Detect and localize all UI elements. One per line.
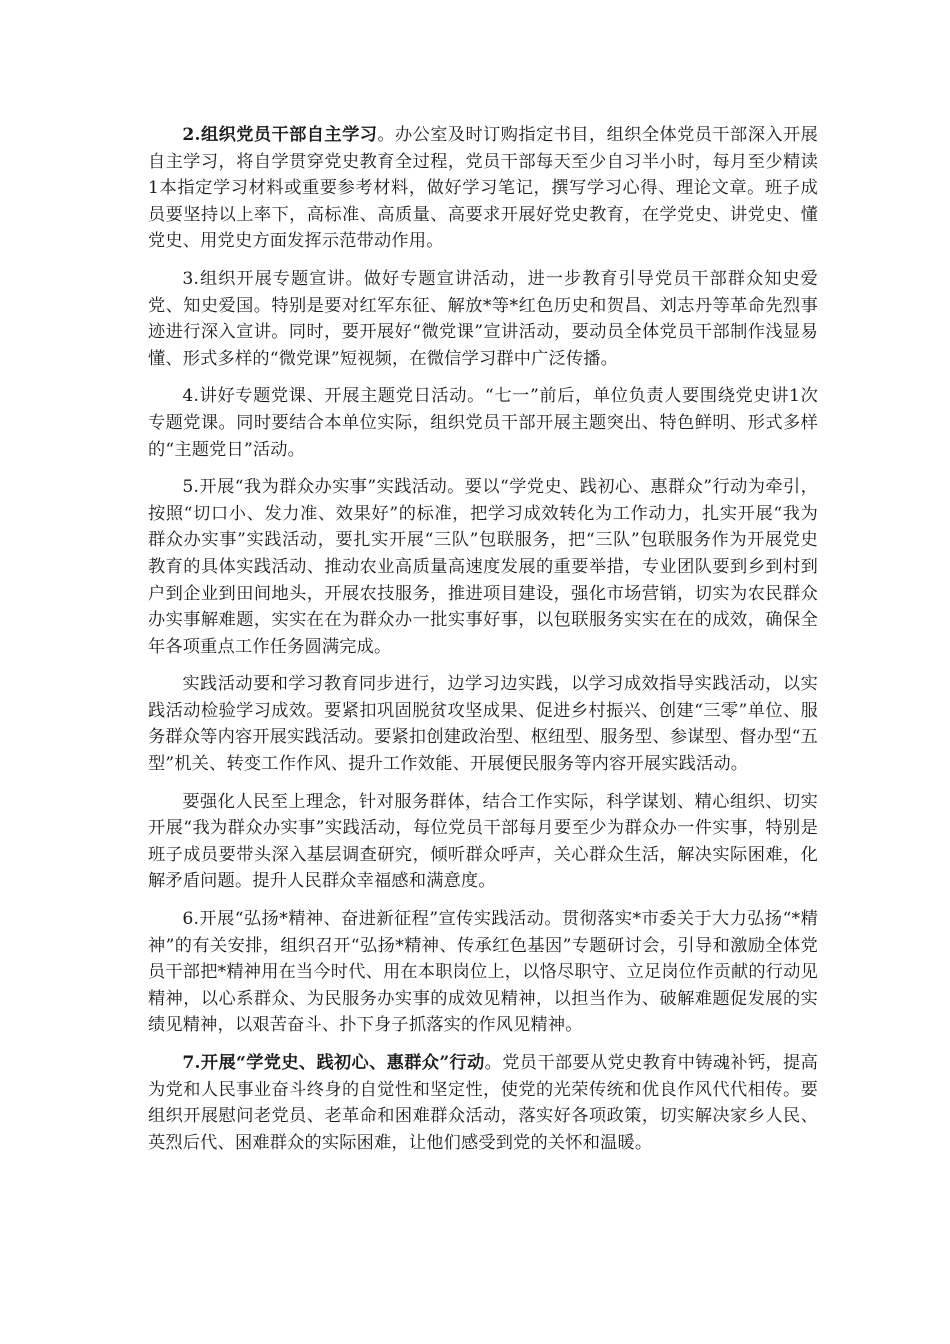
paragraph-item-5 (148, 474, 818, 660)
paragraph-heading: 6.开展“弘扬*精神、奋进新征程”宣传实践活动 (182, 909, 545, 930)
paragraph-text: 。办公室及时订购指定书目，组织全体党员干部深入开展自主学习，将自学贯穿党史教育全过程，党员干部每天至少自习半小时，每月至少精读1本指定学习材料或重要参考材料，做好学习笔记，撰写学习心得、理论文章。班子成员要坚持以上率下，高标准、高质量、高要求开展好党史教育，在学党史、讲党史、懂党史、用党史方面发挥示范带动作用。 (148, 125, 818, 252)
paragraph-heading: 5.开展“我为群众办实事”实践活动 (182, 477, 448, 498)
paragraph-heading: 3.组织开展专题宣讲 (182, 268, 346, 289)
paragraph-item-6 (148, 906, 818, 1039)
paragraph-text: 。要以“学党史、践初心、惠群众”行动为牵引，按照“切口小、发力准、效果好”的标准，把学习成效转化为工作动力，扎实开展“我为群众办实事”实践活动，要扎实开展“三队”包联服务，把“三队”包联服务作为开展党史教育的具体实践活动、推动农业高质量高速度发展的重要举措，专业团队要到乡到村到户到企业到田间地头，开展农技服务，推进项目建设，强化市场营销，切实为农民群众办实事解难题，实实在在为群众办一批实事好事，以包联服务实实在在的成效，确保全年各项重点工作任务圆满完成。 (148, 477, 818, 657)
paragraph-item-2 (148, 122, 818, 255)
paragraph-people-first (148, 789, 818, 895)
document-body (148, 122, 818, 1167)
paragraph-text: 实践活动要和学习教育同步进行，边学习边实践，以学习成效指导实践活动，以实践活动检验学习成效。要紧扣巩固脱贫攻坚成果、促进乡村振兴、创建“三零”单位、服务群众等内容开展实践活动。要紧扣创建政治型、枢纽型、服务型、参谋型、督办型“五型”机关、转变工作作风、提升工作效能、开展便民服务等内容开展实践活动。 (148, 674, 818, 775)
paragraph-text: 。“七一”前后，单位负责人要围绕党史讲1次专题党课。同时要结合本单位实际，组织党员干部开展主题突出、特色鲜明、形式多样的“主题党日”活动。 (148, 386, 818, 460)
paragraph-heading: 2.组织党员干部自主学习 (182, 125, 378, 145)
paragraph-text: 。贯彻落实*市委关于大力弘扬“*精神”的有关安排，组织召开“弘扬*精神、传承红色基因”专题研讨会，引导和激励全体党员干部把*精神用在当今时代、用在本职岗位上，以恪尽职守、立足岗位作贡献的行动见精神，以心系群众、为民服务办实事的成效见精神，以担当作为、破解难题促发展的实绩见精神，以艰苦奋斗、扑下身子抓落实的作风见精神。 (148, 909, 818, 1036)
paragraph-heading: 7.开展“学党史、践初心、惠群众”行动 (182, 1053, 485, 1073)
paragraph-heading: 4.讲好专题党课、开展主题党日活动 (182, 386, 468, 407)
paragraph-text: 要强化人民至上理念，针对服务群体，结合工作实际，科学谋划、精心组织、切实开展“我为群众办实事”实践活动，每位党员干部每月要至少为群众办一件实事，特别是班子成员要带头深入基层调查研究，倾听群众呼声，关心群众生活，解决实际困难，化解矛盾问题。提升人民群众幸福感和满意度。 (148, 791, 818, 892)
paragraph-text: 。做好专题宣讲活动，进一步教育引导党员干部群众知史爱党、知史爱国。特别是要对红军东征、解放*等*红色历史和贺昌、刘志丹等革命先烈事迹进行深入宣讲。同时，要开展好“微党课”宣讲活动，要动员全体党员干部制作浅显易懂、形式多样的“微党课”短视频，在微信学习群中广泛传播。 (148, 268, 818, 369)
paragraph-text: 。党员干部要从党史教育中铸魂补钙，提高为党和人民事业奋斗终身的自觉性和坚定性，使党的光荣传统和优良作风代代相传。要组织开展慰问老党员、老革命和困难群众活动，落实好各项政策，切实解决家乡人民、英烈后代、困难群众的实际困难，让他们感受到党的关怀和温暖。 (148, 1053, 818, 1153)
paragraph-item-4 (148, 383, 818, 463)
paragraph-practice (148, 671, 818, 777)
paragraph-item-3 (148, 266, 818, 372)
paragraph-item-7 (148, 1050, 818, 1156)
